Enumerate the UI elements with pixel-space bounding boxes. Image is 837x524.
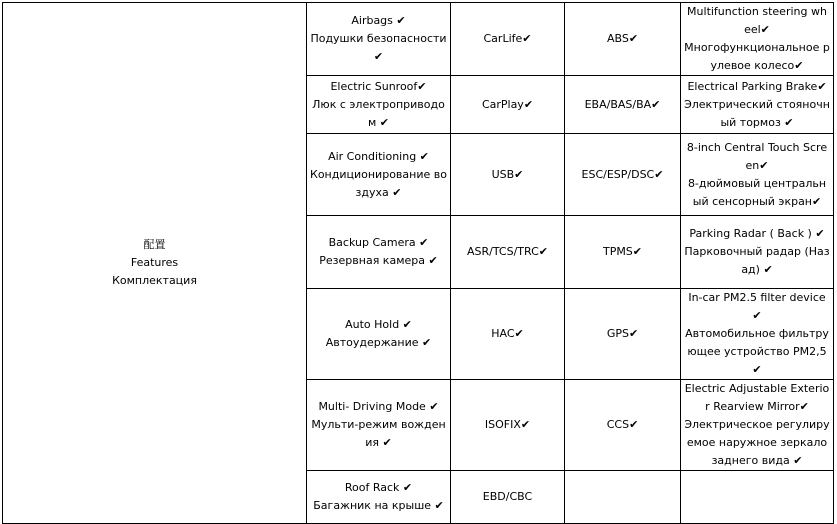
header-line: 配置 <box>143 238 166 251</box>
feature-cell: Parking Radar ( Back ) ✔ Парковочный радар (Назад) ✔ <box>681 216 834 289</box>
feature-cell: Electric Sunroof✔ Люк с электроприводом ✔ <box>307 76 451 134</box>
feature-cell: EBA/BAS/BA✔ <box>565 76 681 134</box>
feature-cell: Electric Adjustable Exterior Rearview Mirror✔ Электрическое регулируемое наружное зеркало заднего вида ✔ <box>681 380 834 471</box>
feature-cell: HAC✔ <box>451 289 565 380</box>
feature-cell: Air Conditioning ✔ Кондиционирование воздуха ✔ <box>307 134 451 216</box>
feature-cell: ISOFIX✔ <box>451 380 565 471</box>
feature-cell: Auto Hold ✔ Автоудержание ✔ <box>307 289 451 380</box>
features-sheet <box>2 2 834 524</box>
feature-cell <box>565 471 681 524</box>
feature-cell: Multi- Driving Mode ✔ Мульти-режим вождения ✔ <box>307 380 451 471</box>
feature-cell: CCS✔ <box>565 380 681 471</box>
feature-cell: ESC/ESP/DSC✔ <box>565 134 681 216</box>
feature-cell: ABS✔ <box>565 3 681 76</box>
feature-cell: TPMS✔ <box>565 216 681 289</box>
features-table <box>2 2 834 524</box>
feature-cell: Electrical Parking Brake✔ Электрический стояночный тормоз ✔ <box>681 76 834 134</box>
header-line: Features <box>130 256 179 269</box>
feature-cell: Roof Rack ✔ Багажник на крыше ✔ <box>307 471 451 524</box>
feature-cell: EBD/CBC <box>451 471 565 524</box>
feature-cell: 8-inch Central Touch Screen✔ 8-дюймовый центральный сенсорный экран✔ <box>681 134 834 216</box>
feature-cell: USB✔ <box>451 134 565 216</box>
feature-cell: Backup Camera ✔ Резервная камера ✔ <box>307 216 451 289</box>
feature-cell: Multifunction steering wheel✔ Многофункциональное рулевое колесо✔ <box>681 3 834 76</box>
feature-cell: CarLife✔ <box>451 3 565 76</box>
feature-cell <box>681 471 834 524</box>
feature-cell: CarPlay✔ <box>451 76 565 134</box>
header-line: Комплектация <box>112 274 197 287</box>
feature-cell: In-car PM2.5 filter device✔ Автомобильное фильтрующее устройство PM2,5✔ <box>681 289 834 380</box>
feature-cell: ASR/TCS/TRC✔ <box>451 216 565 289</box>
features-header-cell <box>3 3 307 524</box>
table-row <box>3 3 834 76</box>
feature-cell: Airbags ✔ Подушки безопасности ✔ <box>307 3 451 76</box>
feature-cell: GPS✔ <box>565 289 681 380</box>
